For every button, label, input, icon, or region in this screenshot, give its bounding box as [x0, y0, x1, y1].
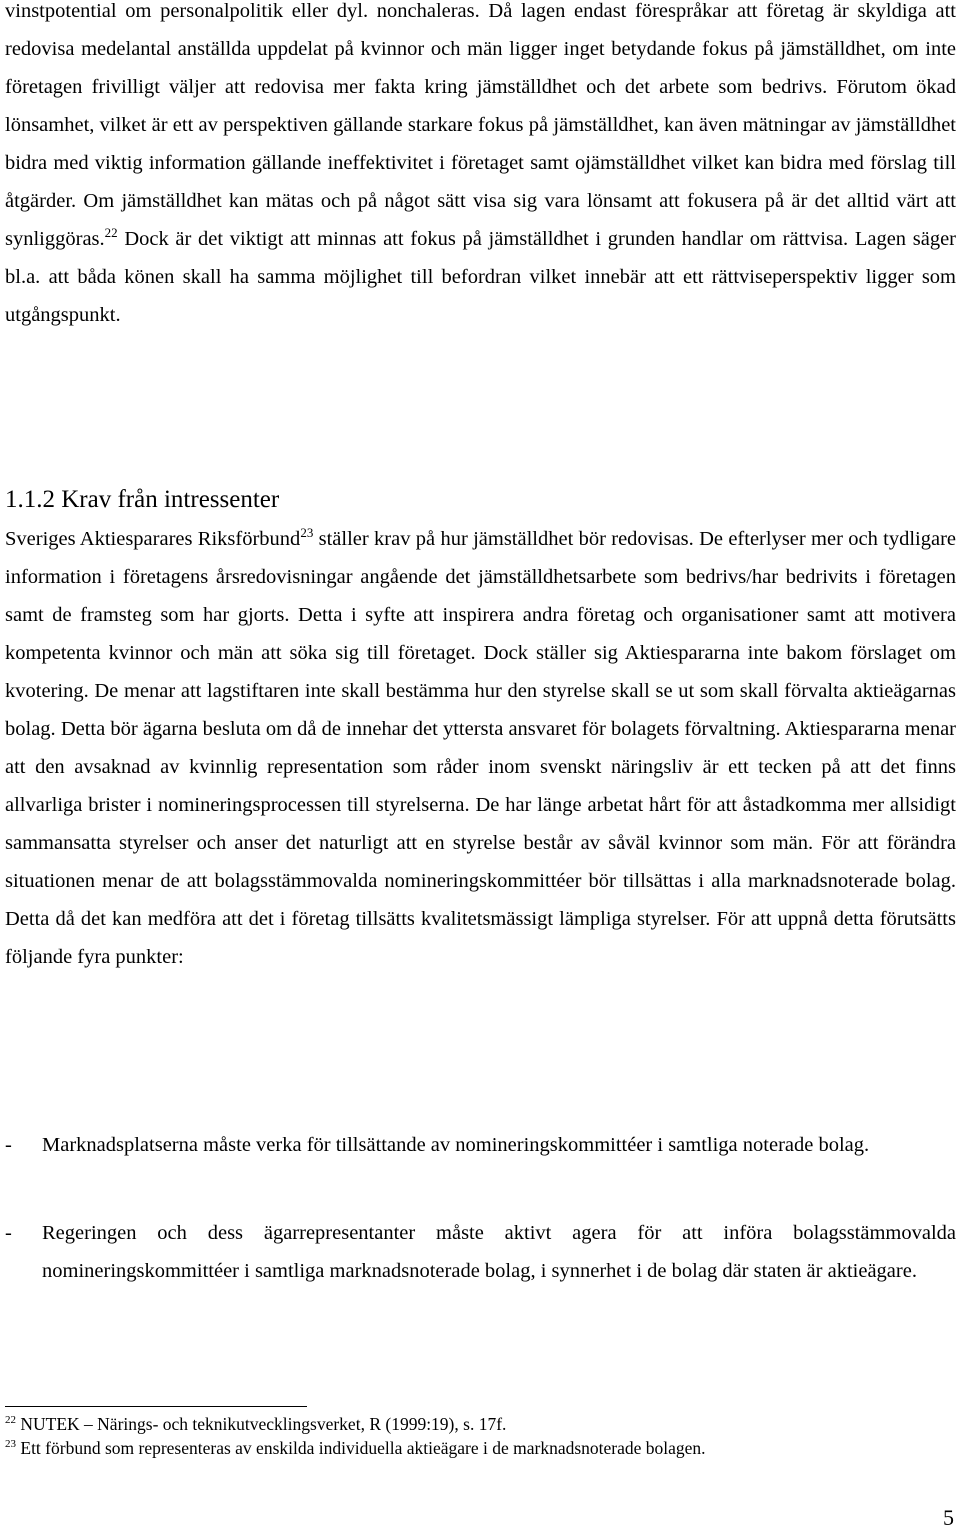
paragraph-text: Dock är det viktigt att minnas att fokus på jämställdhet i grunden handlar om rättvisa. Lagen säger bl.a. att båda könen skall ha samma möjlighet till befordran vilket innebär att ett rättviseperspektiv ligger som utgångspunkt.	[5, 228, 956, 326]
list-item-text: Regeringen och dess ägarrepresentanter måste aktivt agera för att införa bolagsstämmovalda nomineringskommittéer i samtliga marknadsnoterade bolag, i synnerhet i de bolag där staten är aktieägare.	[42, 1222, 956, 1282]
paragraph-text: Sveriges Aktiesparares Riksförbund	[5, 528, 301, 550]
body-paragraph	[5, 520, 956, 976]
footnote-reference[interactable]: 22	[104, 225, 118, 240]
list-marker: -	[5, 1222, 12, 1244]
list-item	[5, 1126, 956, 1164]
footnote	[5, 1412, 956, 1436]
section-heading: 1.1.2 Krav från intressenter	[5, 486, 280, 513]
paragraph-text: ställer krav på hur jämställdhet bör redovisas. De efterlyser mer och tydligare information i företagens årsredovisningar angående det jämställdhetsarbete som bedrivs/har bedrivits i företagen samt de framsteg som har gjorts. Detta i syfte att inspirera andra företag och organisationer samt att motivera kompetenta kvinnor och män att söka sig till företaget. Dock ställer sig Aktiespararna inte bakom förslaget om kvotering. De menar att lagstiftaren inte skall bestämma hur den styrelse skall se ut som skall förvalta aktieägarnas bolag. Detta bör ägarna besluta om då de innehar det yttersta ansvaret för bolagets förvaltning. Aktiespararna menar att den avsaknad av kvinnlig representation som råder inom svenskt näringsliv är ett tecken på att det finns allvarliga brister i nomineringsprocessen till styrelserna. De har länge arbetat hårt för att åstadkomma mer allsidigt sammansatta styrelser och anser det naturligt att en styrelse består av såväl kvinnor som män. För att förändra situationen menar de att bolagsstämmovalda nomineringskommittéer bör tillsättas i alla marknadsnoterade bolag. Detta då det kan medföra att det i företag tillsätts kvalitetsmässigt lämpliga styrelser. För att uppnå detta förutsätts följande fyra punkter:	[5, 528, 956, 968]
footnote-number: 23	[5, 1438, 16, 1450]
page-number: 5	[943, 1505, 954, 1530]
footnote-text: NUTEK – Närings- och teknikutvecklingsverket, R (1999:19), s. 17f.	[20, 1414, 507, 1434]
list-item-text: Marknadsplatserna måste verka för tillsättande av nomineringskommittéer i samtliga noterade bolag.	[42, 1134, 870, 1156]
footnote-divider	[5, 1406, 307, 1407]
footnote-number: 22	[5, 1414, 16, 1426]
list-marker: -	[5, 1134, 12, 1156]
footnote	[5, 1436, 956, 1460]
list-item	[5, 1214, 956, 1290]
body-paragraph	[5, 0, 956, 334]
footnote-text: Ett förbund som representeras av enskilda individuella aktieägare i de marknadsnoterade bolagen.	[20, 1438, 706, 1458]
footnote-reference[interactable]: 23	[300, 525, 314, 540]
paragraph-text: vinstpotential om personalpolitik eller dyl. nonchaleras. Då lagen endast förespråkar att företag är skyldiga att redovisa medelantal anställda uppdelat på kvinnor och män ligger inget betydande fokus på jämställdhet, om inte företagen frivilligt väljer att redovisa mer fakta kring jämställdhet och det arbete som bedrivs. Förutom ökad lönsamhet, vilket är ett av perspektiven gällande starkare fokus på jämställdhet, kan även mätningar av jämställdhet bidra med viktig information gällande ineffektivitet i företaget samt ojämställdhet vilket kan bidra med förslag till åtgärder. Om jämställdhet kan mätas och på något sätt visa sig vara lönsamt att fokusera på är det alltid värt att synliggöras.	[5, 0, 956, 250]
